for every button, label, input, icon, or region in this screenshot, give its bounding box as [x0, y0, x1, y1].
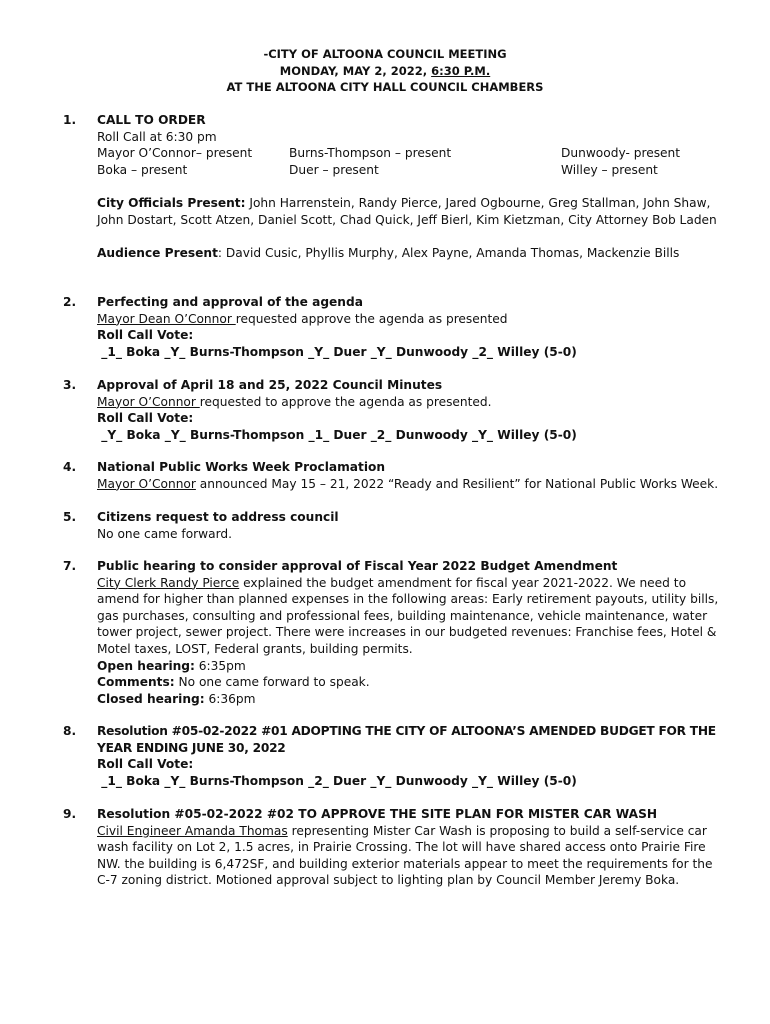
item-title: National Public Works Week Proclamation	[97, 460, 386, 474]
officials-present	[97, 195, 729, 228]
header-line-2	[0, 63, 770, 80]
attendance-row	[97, 145, 729, 162]
roll-call-vote: _Y_ Boka _Y_ Burns-Thompson _1_ Duer _2_ Dunwoody _Y_ Willey (5-0)	[97, 427, 577, 442]
item-title: Public hearing to consider approval of Fiscal Year 2022 Budget Amendment	[97, 559, 618, 573]
header-time: 6:30 P.M.	[431, 63, 491, 78]
open-time: 6:35pm	[194, 658, 246, 673]
meeting-header	[0, 46, 770, 96]
attendance-cell: Mayor O’Connor– present	[97, 146, 253, 161]
explanation-text: explained the budget amendment for fiscal year 2021-2022. We need to amend for higher than planned expenses in the following areas: Early retirement payouts, utility bills, gas purchases, consulting and professional fees, building maintenance, vehicle maintenance, water tower project, sewer project. There were increases in our budgeted revenues: Franchise fees, Hotel & Motel taxes, LOST, Federal grants, building permits.	[97, 575, 719, 656]
item-text	[97, 476, 747, 493]
attendance-cell: Burns-Thompson – present	[289, 146, 452, 161]
item-number: 2.	[63, 295, 77, 309]
item-number: 5.	[63, 510, 77, 524]
item-title: CALL TO ORDER	[97, 113, 206, 127]
attendance-cell: Boka – present	[97, 162, 188, 177]
attendance-cell: Duer – present	[289, 162, 379, 177]
item-number: 1.	[63, 113, 77, 127]
header-date: MONDAY, MAY 2, 2022,	[279, 63, 432, 78]
open-hearing	[97, 658, 729, 675]
item-number: 4.	[63, 460, 77, 474]
vote-label: Roll Call Vote:	[97, 328, 194, 343]
item-text	[97, 823, 729, 889]
open-label: Open hearing:	[97, 658, 195, 673]
item-number: 3.	[63, 378, 77, 392]
item-title: Approval of April 18 and 25, 2022 Council Minutes	[97, 378, 443, 392]
comments	[97, 674, 729, 691]
closed-hearing	[97, 691, 729, 708]
audience-label: Audience Present	[97, 245, 218, 260]
closed-label: Closed hearing:	[97, 691, 205, 706]
item-number: 7.	[63, 559, 77, 573]
attendance-cell: Dunwoody- present	[561, 146, 681, 161]
closed-time: 6:36pm	[204, 691, 256, 706]
speaker-name: Civil Engineer Amanda Thomas	[97, 823, 288, 838]
item-text	[97, 311, 729, 328]
item-text: No one came forward.	[97, 526, 233, 541]
roll-call-vote: _1_ Boka _Y_ Burns-Thompson _Y_ Duer _Y_ Dunwoody _2_ Willey (5-0)	[97, 344, 577, 359]
speaker-name: City Clerk Randy Pierce	[97, 575, 240, 590]
header-line-3: AT THE ALTOONA CITY HALL COUNCIL CHAMBERS	[226, 80, 544, 94]
item-title: Perfecting and approval of the agenda	[97, 295, 363, 309]
item-title: Resolution #05-02-2022 #02 TO APPROVE THE SITE PLAN FOR MISTER CAR WASH	[97, 807, 658, 821]
attendance-cell: Willey – present	[561, 162, 658, 177]
comments-label: Comments:	[97, 675, 175, 690]
motion-text: requested approve the agenda as presented	[235, 311, 508, 326]
motion-text: requested to approve the agenda as presented.	[199, 394, 492, 409]
header-line-1: -CITY OF ALTOONA COUNCIL MEETING	[263, 47, 507, 61]
mover-name: Mayor O’Connor	[97, 394, 200, 409]
item-title: Resolution #05-02-2022 #01 ADOPTING THE CITY OF ALTOONA’S AMENDED BUDGET FOR THE YEAR ENDING JUNE 30, 2022	[97, 724, 716, 755]
officials-list: John Harrenstein, Randy Pierce, Jared Ogbourne, Greg Stallman, John Shaw, John Dostart, Scott Atzen, Daniel Scott, Chad Quick, Jeff Bierl, Kim Kietzman, City Attorney Bob Laden	[97, 195, 717, 227]
vote-label: Roll Call Vote:	[97, 757, 194, 772]
comments-text: No one came forward to speak.	[174, 675, 370, 690]
mover-name: Mayor O’Connor	[97, 476, 196, 491]
audience-present	[97, 245, 729, 262]
item-text	[97, 394, 729, 411]
item-title: Citizens request to address council	[97, 510, 339, 524]
roll-call-vote: _1_ Boka _Y_ Burns-Thompson _2_ Duer _Y_ Dunwoody _Y_ Willey (5-0)	[97, 773, 577, 788]
audience-list: : David Cusic, Phyllis Murphy, Alex Payne, Amanda Thomas, Mackenzie Bills	[217, 245, 680, 260]
item-text	[97, 575, 729, 658]
attendance-row	[97, 162, 729, 179]
roll-call-time: Roll Call at 6:30 pm	[97, 129, 217, 144]
item-number: 9.	[63, 807, 77, 821]
officials-label: City Officials Present:	[97, 195, 246, 210]
mover-name: Mayor Dean O’Connor	[97, 311, 236, 326]
vote-label: Roll Call Vote:	[97, 411, 194, 426]
item-number: 8.	[63, 724, 77, 738]
proposal-text: representing Mister Car Wash is proposing to build a self-service car wash facility on Lot 2, 1.5 acres, in Prairie Crossing. The lot will have shared access onto Prairie Fire NW. the building is 6,472SF, and building exterior materials appear to meet the requirements for the C-7 zoning district. Motioned approval subject to lighting plan by Council Member Jeremy Boka.	[97, 823, 713, 888]
announcement-text: announced May 15 – 21, 2022 “Ready and Resilient” for National Public Works Week.	[195, 476, 719, 491]
